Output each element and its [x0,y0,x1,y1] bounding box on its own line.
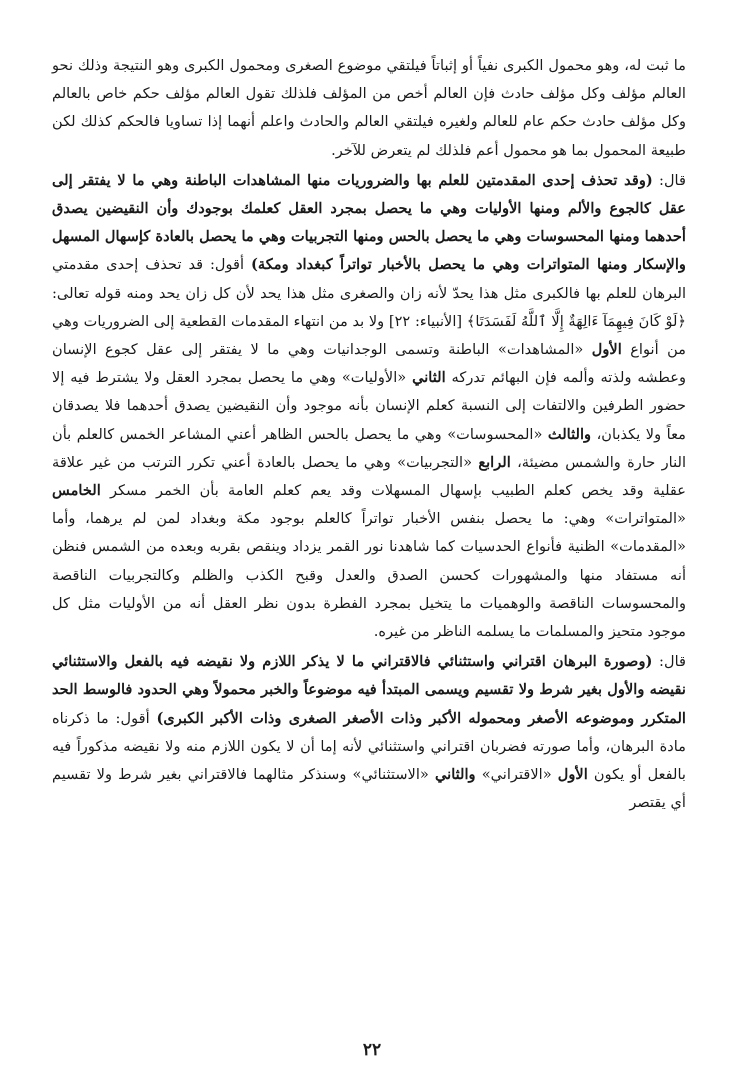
text-run: قال: [652,653,686,671]
text-run: «المشاهدات» الباطنة وتسمى الوجدانيات وهي ما لا يفتقر إلى عقل كجوع الإنسان وعطشه ولذته وألمه فإن البهائم تدركه [52,341,686,387]
text-run: أقول: ما ذكرناه مادة البرهان، وأما صورته فضربان اقتراني واستثنائي لأنه إما أن لا يكون اللازم منه ولا نقيضه مذكوراً فيه بالفعل أو يكون [52,709,686,784]
bold-text-run: الثاني [412,369,446,387]
text-run: «التجربيات» وهي ما يحصل بالعادة أعني تكرر الترتب من غير علاقة عقلية وقد يخص كعلم الطبيب بإسهال المسهلات وقد يعم كعلم العامة بأن الخمر مسكر [52,453,686,500]
text-run: «المحسوسات» وهي ما يحصل بالحس الظاهر أعني المشاعر الخمس كالعلم بأن النار حارة والشمس مضيئة، [52,425,686,471]
page-number: ٢٢ [362,1040,382,1060]
bold-text-run: الرابع [478,453,511,471]
paragraph [52,167,686,646]
bold-text-run: والثاني [434,766,476,784]
bold-text-run: الخامس [52,482,101,500]
text-run: قال: [652,171,686,189]
bold-text-run: والثالث [547,425,592,443]
paragraph [52,52,686,165]
bold-text-run: (وقد تحذف إحدى المقدمتين للعلم بها والضروريات منها المشاهدات الباطنة وهي ما لا يفتقر إلى عقل كالجوع والألم ومنها الأوليات وهي ما يحصل بمجرد العقل كعلمك بوجودك وأن النقيضين يصدق أحدهما ومنها المحسوسات وهي ما يحصل بالحس ومنها التجربيات وهي ما يحصل بالعادة كإسهال المسهل والإسكار ومنها المتواترات وهي ما يحصل بالأخبار تواتراً كبغداد ومكة) [52,171,686,274]
text-run: أقول: قد تحذف إحدى مقدمتي البرهان للعلم بها فالكبرى مثل هذا يحدّ لأنه زان والصغرى مثل هذا يحد لأن كل زان يحد ومنه قوله تعالى: ﴿لَوْ كَانَ فِيهِمَآ ءَالِهَةٌ إِلَّا ٱللَّهُ لَفَسَدَتَا﴾ [الأنبياء: ٢٢] ولا بد من انتهاء المقدمات القطعية إلى الضروريات وهي من أنواع [52,256,687,359]
paragraph [52,648,686,817]
text-run: «المتواترات» وهي: ما يحصل بنفس الأخبار تواتراً كالعلم بوجود مكة وبغداد لمن لم يرهما، وأما «المقدمات» الظنية فأنواع الحدسيات كما شاهدنا نور القمر يزداد وينقص بقربه وبعده من الشمس فنظن أنه مستفاد منها والمشهورات كحسن الصدق والعدل وقبح الكذب والظلم وكالتجربيات الناقصة والمحسوسات الناقصة والوهميات ما يتخيل بمجرد الفطرة بدون نظر العقل أنه من الأوليات مثل كل موجود متحيز والمسلمات ما يسلمه الناظر من غيره. [52,510,686,641]
bold-text-run: (وصورة البرهان اقتراني واستثنائي فالاقتراني ما لا يذكر اللازم ولا نقيضه فيه بالفعل والاستثنائي نقيضه والأول بغير شرط ولا تقسيم ويسمى المبتدأ فيه موضوعاً والخبر محمولاً وهي الحدود فالوسط الحد المتكرر وموضوعه الأصغر ومحموله الأكبر وذات الأصغر الصغرى وذات الأكبر الكبرى) [52,653,686,727]
text-run: ما ثبت له، وهو محمول الكبرى نفياً أو إثباتاً فيلتقي موضوع الصغرى ومحمول الكبرى وهو النتيجة وذلك نحو العالم مؤلف وكل مؤلف حادث فإن العالم أخص من المؤلف فلذلك تقول العالم مؤلف حكم خاص بالعالم وكل مؤلف حادث حكم عام للعالم ولغيره فيلتقي العالم والحادث واعلم أنهما إذا تساويا فالحكم كذلك لكن طبيعة المحمول بما هو محمول أعم فلذلك لم يتعرض للآخر. [52,57,686,159]
text-run: «الاقتراني» [475,766,558,784]
text-run: «الاستثنائي» وسنذكر مثالهما فالاقتراني بغير شرط ولا تقسيم أي يقتصر [52,766,686,812]
text-run: «الأوليات» وهي ما يحصل بمجرد العقل ولا يشترط فيه إلا حضور الطرفين والالتفات إلى النسبة كعلم الإنسان بأنه موجود وأن النقيضين يصدق أحدهما فلا يصدقان معاً ولا يكذبان، [52,369,686,443]
bold-text-run: الأول [557,766,588,784]
bold-text-run: الأول [591,341,622,359]
page-body [52,52,686,817]
